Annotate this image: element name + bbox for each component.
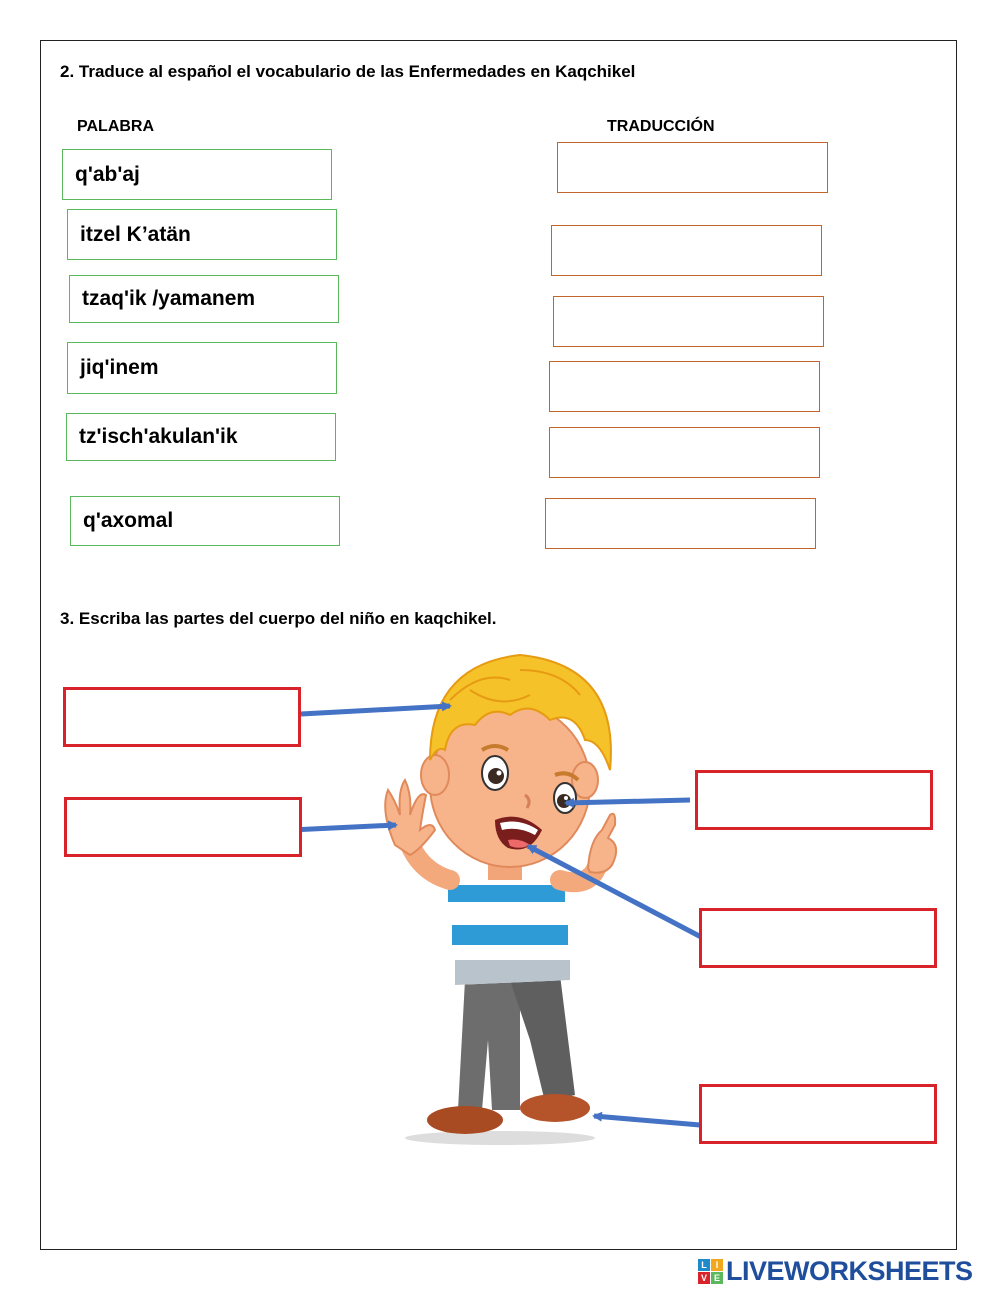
arrow-mouth bbox=[528, 846, 703, 938]
word-box-5: tz'isch'akulan'ik bbox=[66, 413, 336, 461]
column-header-translation: TRADUCCIÓN bbox=[607, 118, 715, 135]
word-box-4: jiq'inem bbox=[67, 342, 337, 394]
section-2-title: 2. Traduce al español el vocabulario de las Enfermedades en Kaqchikel bbox=[60, 62, 636, 81]
answer-box-foot[interactable] bbox=[699, 1084, 937, 1144]
arrow-eye bbox=[566, 800, 690, 803]
answer-box-hand[interactable] bbox=[64, 797, 302, 857]
word-box-1: q'ab'aj bbox=[62, 149, 332, 200]
answer-box-hair[interactable] bbox=[63, 687, 301, 747]
arrow-hand bbox=[291, 825, 396, 830]
answer-box-eye[interactable] bbox=[695, 770, 933, 830]
word-box-2: itzel K’atän bbox=[67, 209, 337, 260]
liveworksheets-logo bbox=[698, 1256, 973, 1286]
word-box-3: tzaq'ik /yamanem bbox=[69, 275, 339, 323]
column-header-word: PALABRA bbox=[77, 118, 155, 135]
brand-name: LIVEWORKSHEETS bbox=[726, 1255, 973, 1286]
arrow-hair bbox=[301, 706, 450, 714]
word-box-6: q'axomal bbox=[70, 496, 340, 546]
answer-box-mouth[interactable] bbox=[699, 908, 937, 968]
arrow-foot bbox=[594, 1116, 700, 1125]
logo-grid-icon: L I V E bbox=[698, 1259, 723, 1284]
section-3-title: 3. Escriba las partes del cuerpo del niño en kaqchikel. bbox=[60, 609, 497, 628]
